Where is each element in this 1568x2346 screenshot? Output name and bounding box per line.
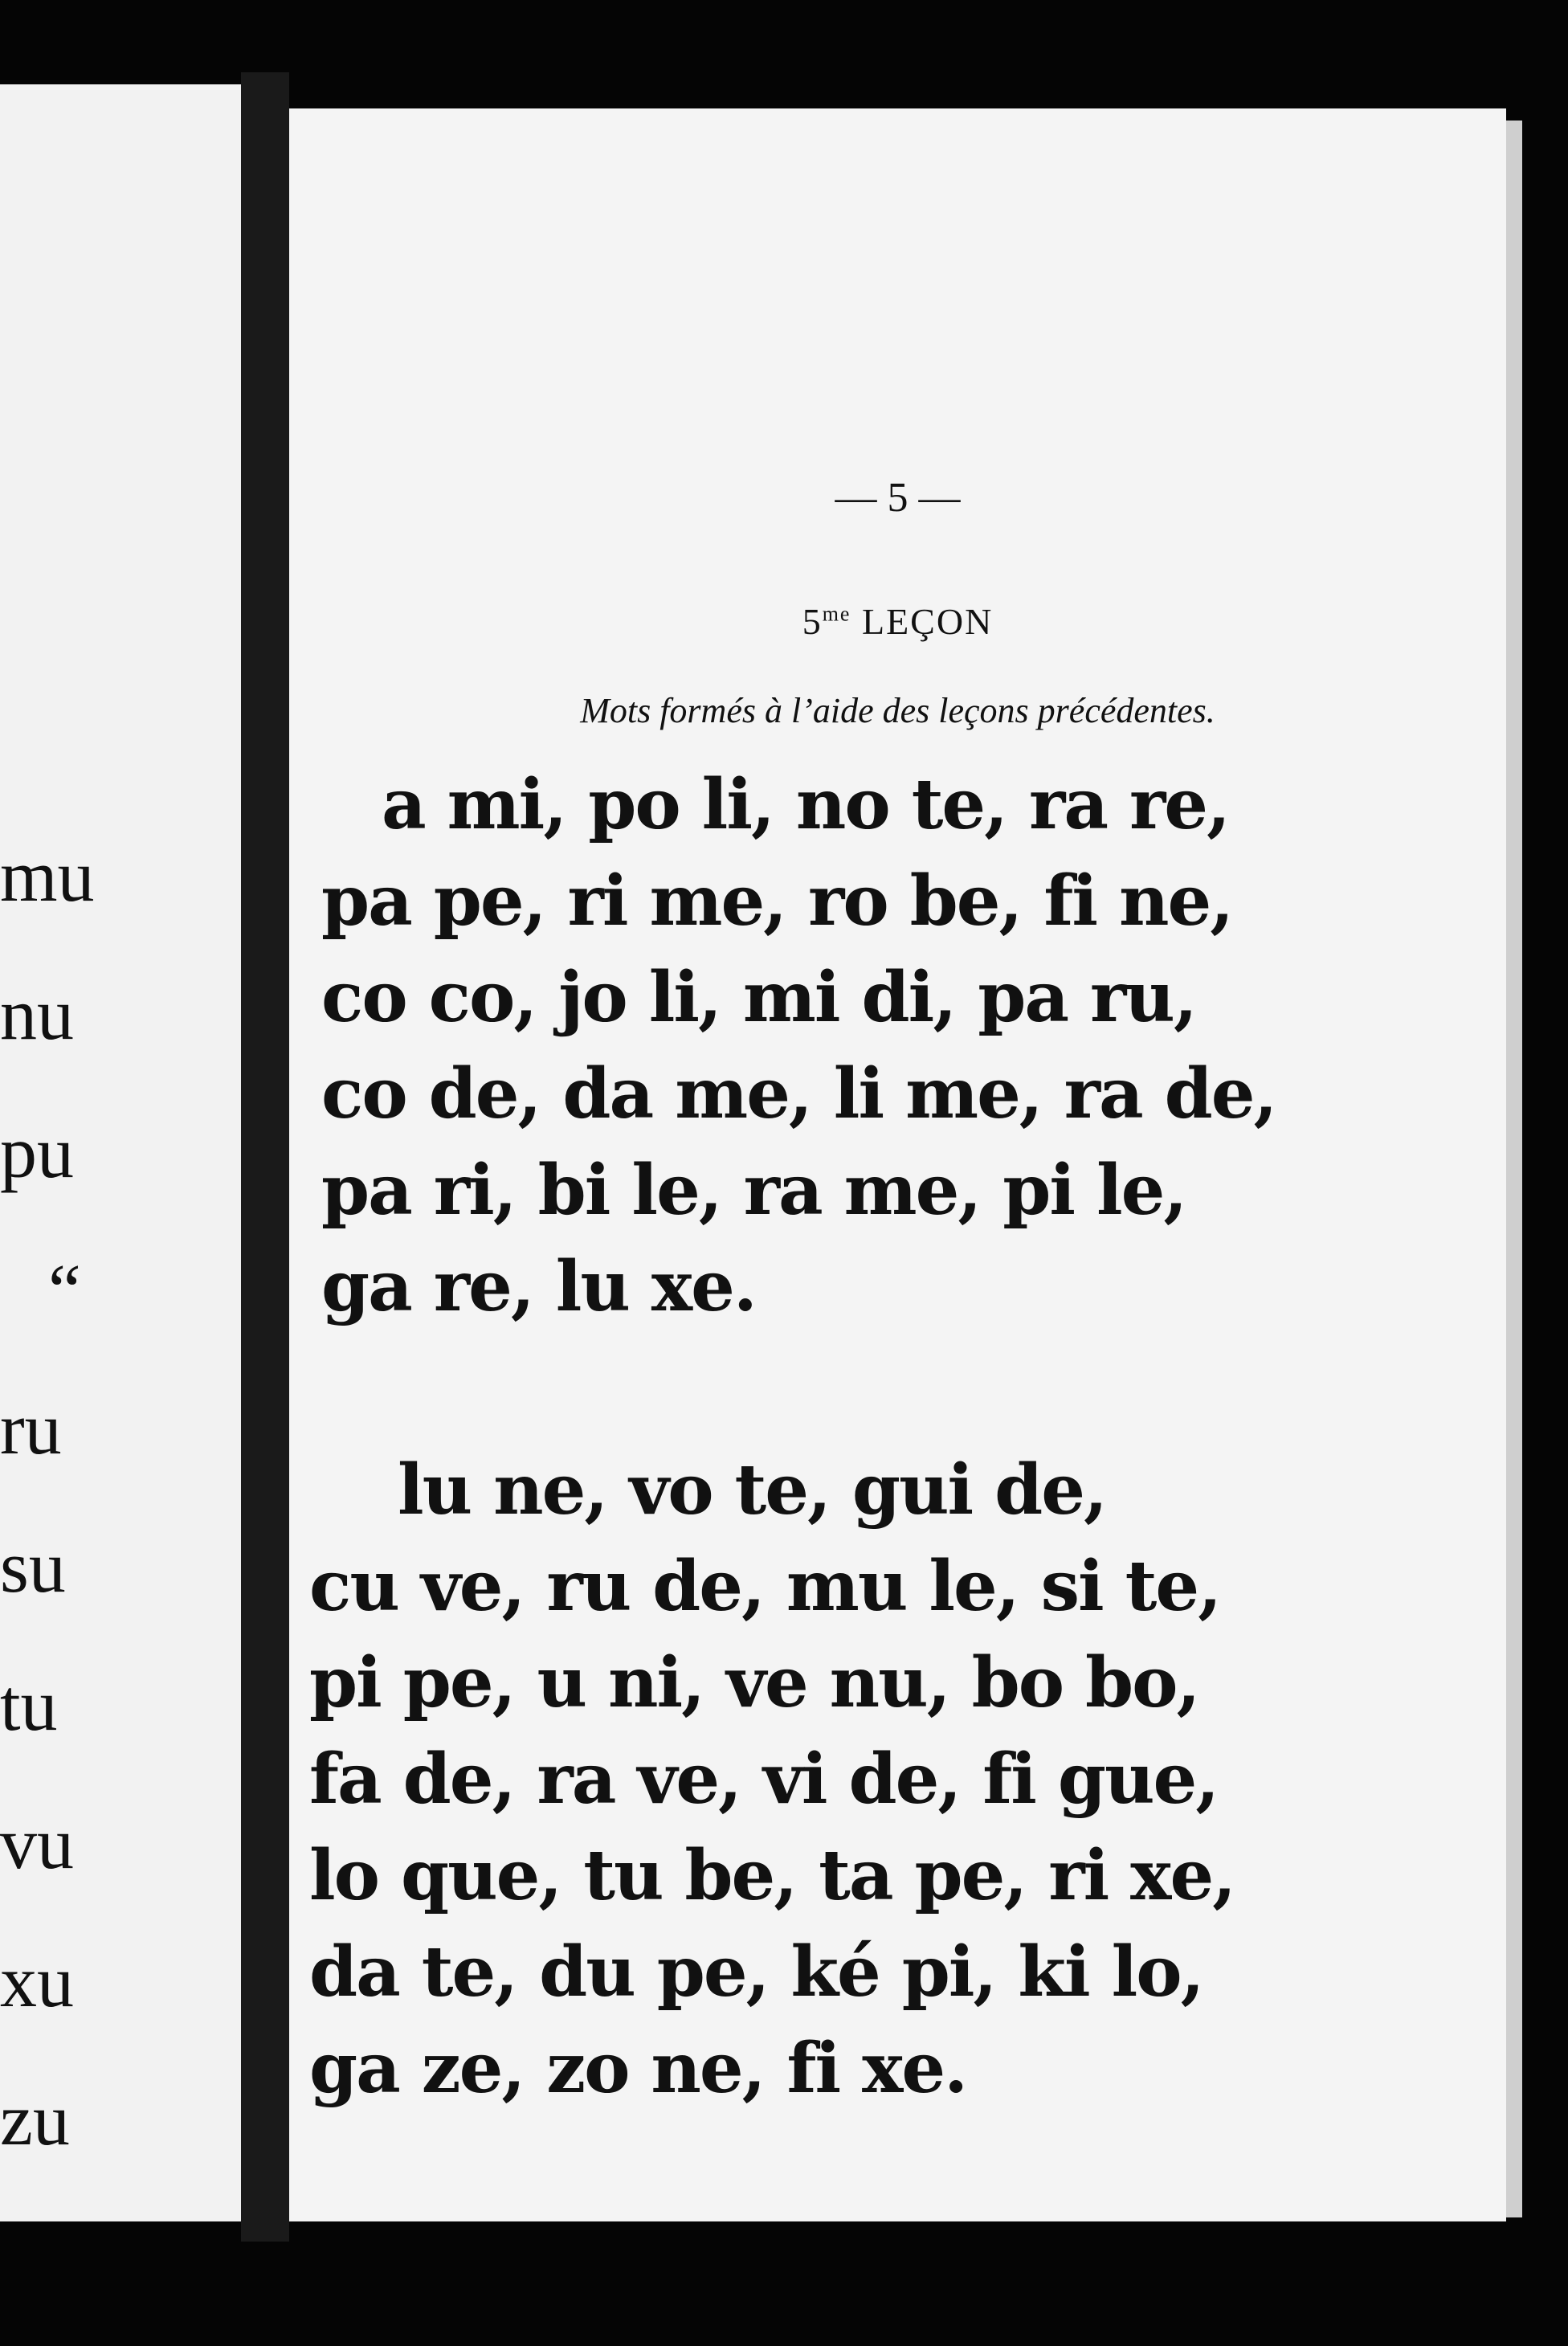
left-syllable: su bbox=[0, 1526, 66, 1608]
word-line: fa de, ra ve, vi de, fi gue, bbox=[309, 1739, 1219, 1820]
right-page bbox=[289, 108, 1506, 2221]
left-page-syllable-column bbox=[0, 836, 95, 2217]
word-paragraph-1 bbox=[321, 757, 1276, 1335]
word-line: da te, du pe, ké pi, ki lo, bbox=[309, 1931, 1203, 2013]
left-syllable: xu bbox=[0, 1940, 74, 2022]
word-line: ga ze, zo ne, fi xe. bbox=[309, 2028, 967, 2109]
book-gutter bbox=[241, 72, 289, 2242]
lesson-word: LEÇON bbox=[861, 601, 994, 642]
lesson-number-suffix: me bbox=[822, 602, 851, 626]
word-line: a mi, po li, no te, ra re, bbox=[382, 764, 1229, 845]
word-line: ga re, lu xe. bbox=[321, 1246, 756, 1327]
lesson-title bbox=[289, 600, 1506, 643]
left-syllable: mu bbox=[0, 835, 95, 917]
page-number: — 5 — bbox=[835, 475, 961, 521]
word-line: lu ne, vo te, gui de, bbox=[398, 1449, 1106, 1531]
word-line: pa pe, ri me, ro be, fi ne, bbox=[321, 860, 1233, 942]
left-syllable: ru bbox=[0, 1388, 62, 1469]
word-line: co de, da me, li me, ra de, bbox=[321, 1053, 1276, 1134]
word-paragraph-2 bbox=[309, 1442, 1235, 2117]
left-page bbox=[0, 84, 241, 2221]
lesson-subtitle: Mots formés à l’aide des leçons précédentes. bbox=[580, 691, 1215, 730]
left-syllable: nu bbox=[0, 973, 74, 1055]
lesson-number: 5 bbox=[802, 601, 823, 642]
word-line: lo que, tu be, ta pe, ri xe, bbox=[309, 1835, 1235, 1916]
page-edge bbox=[1506, 121, 1522, 2217]
left-syllable: “ bbox=[48, 1249, 81, 1331]
word-line: pi pe, u ni, ve nu, bo bo, bbox=[309, 1642, 1199, 1723]
left-syllable: zu bbox=[0, 2078, 70, 2160]
word-line: cu ve, ru de, mu le, si te, bbox=[309, 1546, 1221, 1627]
word-line: pa ri, bi le, ra me, pi le, bbox=[321, 1150, 1186, 1231]
left-syllable: pu bbox=[0, 1111, 74, 1193]
word-line: co co, jo li, mi di, pa ru, bbox=[321, 957, 1196, 1038]
left-syllable: tu bbox=[0, 1664, 58, 1746]
left-syllable: vu bbox=[0, 1802, 74, 1884]
